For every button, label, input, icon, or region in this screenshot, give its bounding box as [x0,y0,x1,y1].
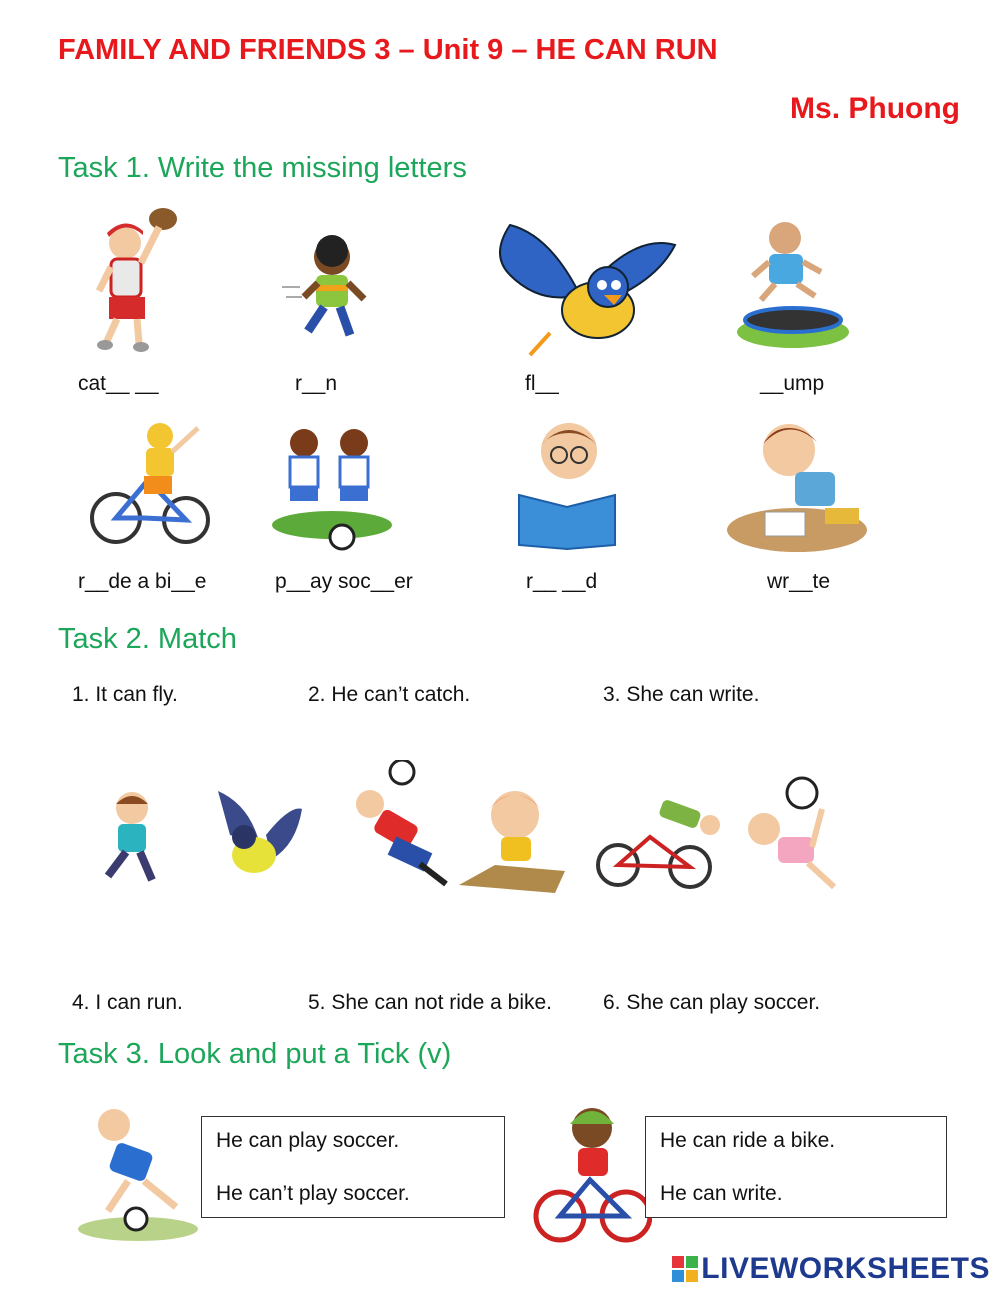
caption-write: wr__te [767,570,831,593]
match-sentence-2: 2. He can’t catch. [308,683,471,706]
match-falling-cyclist-icon [590,785,735,890]
flying-bird-icon [490,215,680,360]
caption-catch: cat__ __ [78,372,159,395]
liveworksheets-mark-icon [672,1256,698,1282]
caption-run: r__n [295,372,338,395]
stumbling-soccer-man-icon [72,1095,202,1245]
worksheet-title: FAMILY AND FRIENDS 3 – Unit 9 – HE CAN RUN [58,34,718,66]
match-sentence-6: 6. She can play soccer. [603,991,821,1014]
writing-boy-icon [725,412,870,552]
match-sentence-5: 5. She can not ride a bike. [308,991,552,1014]
task2-heading: Task 2. Match [58,623,237,655]
caption-fly: fl__ [525,372,559,395]
match-bird-icon [210,785,305,890]
caption-ride-bike: r__de a bi__e [78,570,207,593]
liveworksheets-logo-text: LIVEWORKSHEETS [701,1252,990,1285]
match-sentence-4: 4. I can run. [72,991,183,1014]
tick-option-can-write[interactable]: He can write. [660,1182,783,1205]
catching-boy-icon [85,205,195,355]
bike-rider-icon [88,420,218,545]
match-sentence-1: 1. It can fly. [72,683,178,706]
task3-heading: Task 3. Look and put a Tick (v) [58,1038,452,1070]
running-boy-icon [280,235,380,345]
tick-box-soccer [201,1116,505,1218]
reading-boy-icon [515,415,620,550]
soccer-boys-icon [270,425,395,555]
match-running-boy-icon [92,790,167,890]
caption-play-soccer: p__ay soc__er [275,570,413,593]
match-sentence-3: 3. She can write. [603,683,760,706]
boy-on-bike-icon [532,1100,652,1245]
match-falling-soccer-man-icon [330,760,455,895]
match-writing-girl-icon [455,775,570,895]
jumping-boy-icon [735,220,855,350]
tick-option-can-ride-bike[interactable]: He can ride a bike. [660,1129,836,1152]
tick-option-cant-play-soccer[interactable]: He can’t play soccer. [216,1182,410,1205]
liveworksheets-logo [672,1252,990,1286]
caption-read: r__ __d [526,570,598,593]
match-kicking-girl-icon [738,775,858,900]
caption-jump: __ump [760,372,825,395]
tick-option-can-play-soccer[interactable]: He can play soccer. [216,1129,400,1152]
task1-heading: Task 1. Write the missing letters [58,152,467,184]
author-name: Ms. Phuong [790,92,960,125]
tick-box-bike [645,1116,947,1218]
